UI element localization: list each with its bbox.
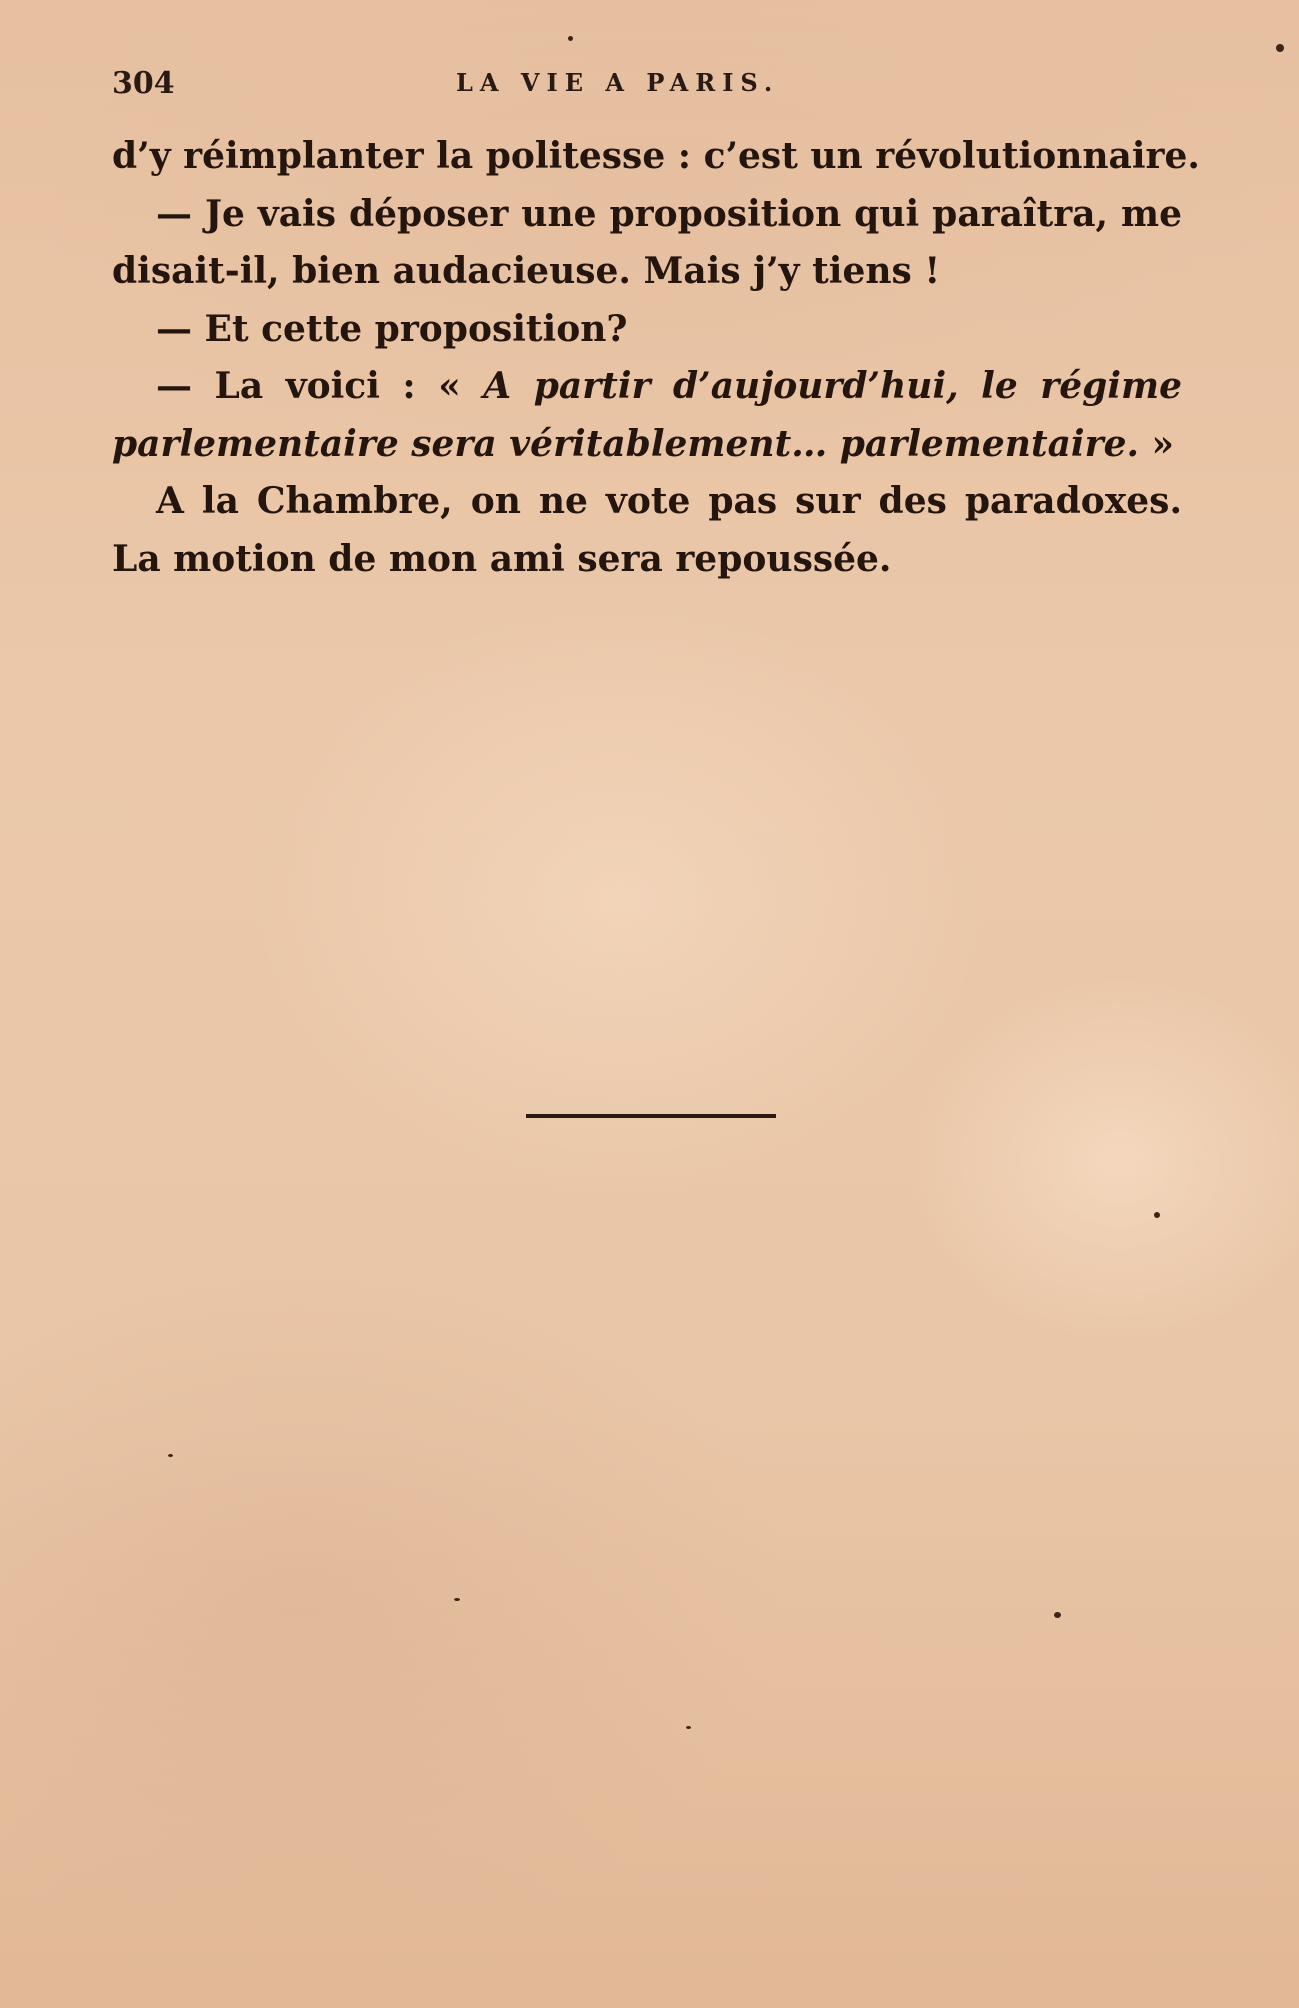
paper-speck	[686, 1726, 691, 1729]
dialogue-dash-text: — La voici : «	[156, 365, 484, 407]
text-line: d’y réimplanter la politesse : c’est un révolutionnaire.	[112, 135, 1200, 177]
running-title: LA VIE A PARIS.	[456, 68, 780, 97]
page-header	[112, 62, 1182, 102]
body-text	[112, 128, 1200, 588]
text-line	[112, 416, 1182, 474]
paper-speck	[454, 1598, 460, 1601]
text-line: A la Chambre, on ne vote pas sur des paradoxes.	[156, 480, 1182, 522]
page-number: 304	[112, 66, 175, 101]
text-line: disait-il, bien audacieuse. Mais j’y tiens !	[112, 250, 941, 292]
text-line: La motion de mon ami sera repoussée.	[112, 537, 892, 580]
quoted-motion-text: A partir d’aujourd’hui, le régime	[483, 365, 1183, 407]
paper-speck	[1054, 1612, 1061, 1618]
end-of-chapter-rule	[526, 1114, 776, 1118]
paper-speck	[1276, 44, 1284, 52]
text-line: — Et cette proposition?	[156, 307, 628, 350]
paper-speck	[1154, 1212, 1160, 1218]
closing-quote: »	[1139, 422, 1175, 465]
quoted-motion-text: parlementaire sera véritablement… parlementaire.	[112, 422, 1140, 465]
text-line	[112, 358, 1182, 416]
paper-speck	[168, 1454, 173, 1457]
text-line: — Je vais déposer une proposition qui paraîtra, me	[156, 192, 1182, 235]
paper-speck	[568, 36, 573, 41]
